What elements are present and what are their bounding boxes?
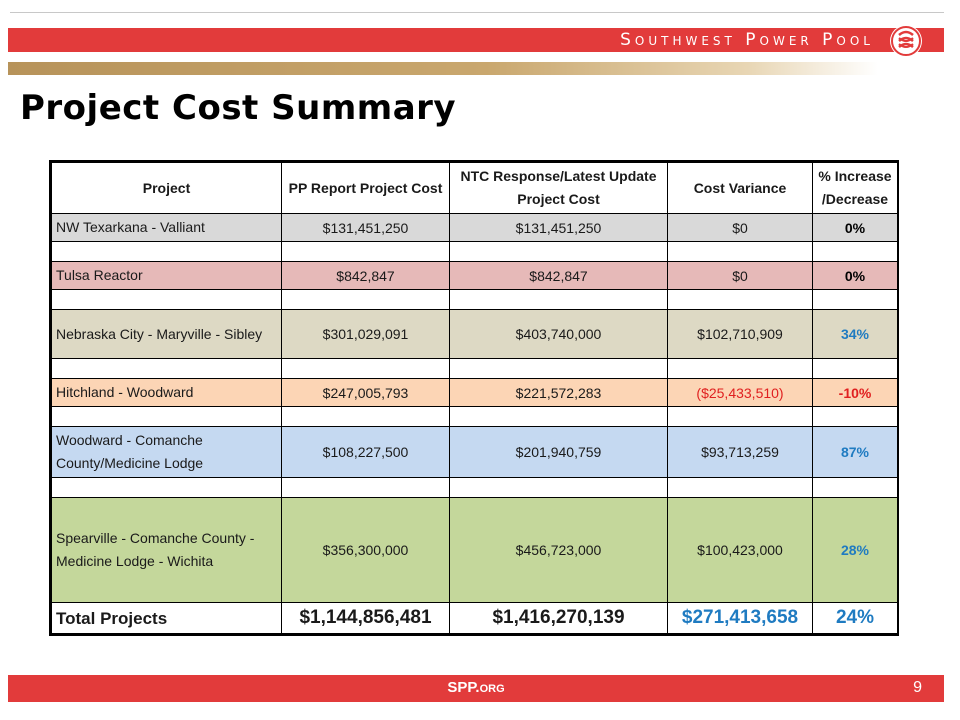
header-bar bbox=[8, 28, 944, 52]
page-title: Project Cost Summary bbox=[20, 88, 457, 128]
cell-ntc-cost: $403,740,000 bbox=[450, 310, 668, 359]
cell-project: Woodward - Comanche County/Medicine Lodge bbox=[52, 427, 282, 478]
cell-pct: 34% bbox=[813, 310, 898, 359]
cell-variance: $102,710,909 bbox=[668, 310, 813, 359]
cell-project: Nebraska City - Maryville - Sibley bbox=[52, 310, 282, 359]
header-ntc-cost: NTC Response/Latest Update Project Cost bbox=[450, 163, 668, 214]
spacer-row bbox=[52, 359, 898, 379]
total-pp-cost: $1,144,856,481 bbox=[282, 603, 450, 634]
cell-pp-cost: $301,029,091 bbox=[282, 310, 450, 359]
table-row bbox=[52, 498, 898, 603]
total-row bbox=[52, 603, 898, 634]
header-pct: % Increase /Decrease bbox=[813, 163, 898, 214]
header-variance: Cost Variance bbox=[668, 163, 813, 214]
cell-variance: ($25,433,510) bbox=[668, 379, 813, 407]
spacer-row bbox=[52, 407, 898, 427]
spacer-row bbox=[52, 478, 898, 498]
cell-ntc-cost: $131,451,250 bbox=[450, 214, 668, 242]
cell-pct: -10% bbox=[813, 379, 898, 407]
table-header-row bbox=[52, 163, 898, 214]
table-row bbox=[52, 427, 898, 478]
cell-ntc-cost: $456,723,000 bbox=[450, 498, 668, 603]
cell-pp-cost: $131,451,250 bbox=[282, 214, 450, 242]
spacer-row bbox=[52, 242, 898, 262]
table-row bbox=[52, 214, 898, 242]
cell-project: Spearville - Comanche County - Medicine Lodge - Wichita bbox=[52, 498, 282, 603]
table-row bbox=[52, 310, 898, 359]
cell-pct: 0% bbox=[813, 262, 898, 290]
footer-url: SPP.org bbox=[447, 679, 505, 696]
cell-pp-cost: $842,847 bbox=[282, 262, 450, 290]
cell-ntc-cost: $201,940,759 bbox=[450, 427, 668, 478]
cell-variance: $0 bbox=[668, 214, 813, 242]
total-pct: 24% bbox=[813, 603, 898, 634]
cell-project: Tulsa Reactor bbox=[52, 262, 282, 290]
cell-pct: 0% bbox=[813, 214, 898, 242]
cell-ntc-cost: $842,847 bbox=[450, 262, 668, 290]
header-pp-cost: PP Report Project Cost bbox=[282, 163, 450, 214]
accent-stripe bbox=[8, 62, 878, 75]
total-variance: $271,413,658 bbox=[668, 603, 813, 634]
cell-pp-cost: $108,227,500 bbox=[282, 427, 450, 478]
cell-pp-cost: $356,300,000 bbox=[282, 498, 450, 603]
page-number: 9 bbox=[913, 679, 922, 696]
cell-variance: $93,713,259 bbox=[668, 427, 813, 478]
cell-ntc-cost: $221,572,283 bbox=[450, 379, 668, 407]
cell-project: NW Texarkana - Valliant bbox=[52, 214, 282, 242]
total-label: Total Projects bbox=[52, 603, 282, 634]
cell-variance: $100,423,000 bbox=[668, 498, 813, 603]
cell-project: Hitchland - Woodward bbox=[52, 379, 282, 407]
header-project: Project bbox=[52, 163, 282, 214]
cell-pct: 28% bbox=[813, 498, 898, 603]
cell-pct: 87% bbox=[813, 427, 898, 478]
cell-pp-cost: $247,005,793 bbox=[282, 379, 450, 407]
total-ntc-cost: $1,416,270,139 bbox=[450, 603, 668, 634]
table-row bbox=[52, 379, 898, 407]
table-row bbox=[52, 262, 898, 290]
spp-logo-icon bbox=[890, 25, 922, 57]
footer-bar bbox=[8, 675, 944, 702]
brand-name: Southwest Power Pool bbox=[620, 30, 874, 50]
cost-summary-table bbox=[49, 160, 899, 636]
cell-variance: $0 bbox=[668, 262, 813, 290]
spacer-row bbox=[52, 290, 898, 310]
top-divider bbox=[10, 12, 944, 13]
